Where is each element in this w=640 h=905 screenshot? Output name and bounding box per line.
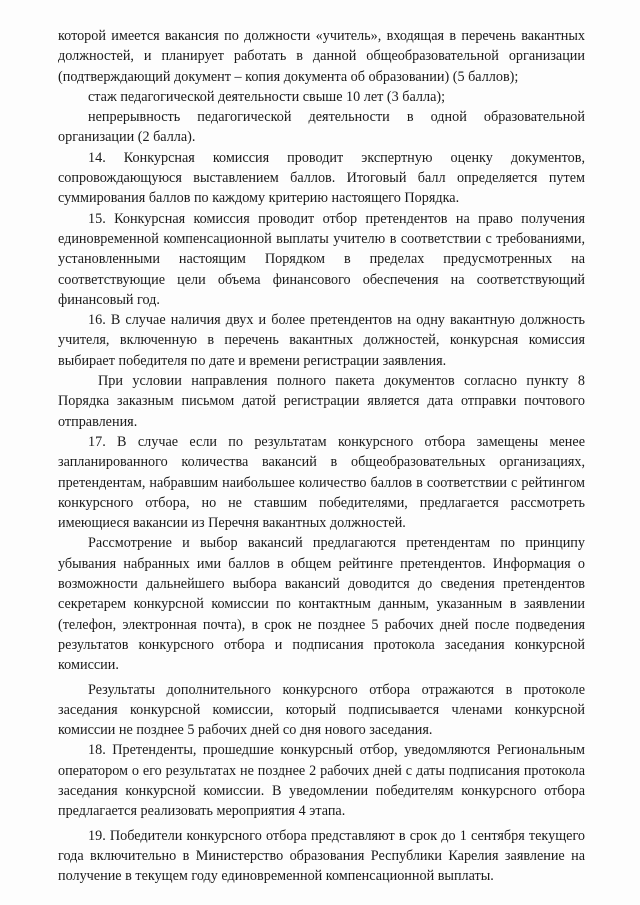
paragraph-criteria-experience: стаж педагогической деятельности свыше 10 лет (3 балла); — [88, 88, 446, 105]
paragraph-additional-results: Результаты дополнительного конкурсного отбора отражаются в протоколе заседания конкурсной комиссии, который подписывается членами конкурсной комиссии не позднее 5 рабочих дней со дня нового заседания. — [58, 681, 585, 739]
paragraph-clause-18: 18. Претенденты, прошедшие конкурсный отбор, уведомляются Региональным оператором о его результатах не позднее 2 рабочих дней с даты подписания протокола заседания конкурсной комиссии. В уведомлении победителям конкурсного отбора предлагается реализовать мероприятия 4 этапа. — [58, 742, 585, 820]
paragraph-vacancy-selection: Рассмотрение и выбор вакансий предлагаются претендентам по принципу убывания набранных ими баллов в общем рейтинге претендентов. Информация о возможности дальнейшего выбора вакансий доводится до сведения претендентов секретарем конкурсной комиссии по контактным данным, указанным в заявлении (телефон, электронная почта), в срок не позднее 5 рабочих дней после подведения результатов конкурсного отбора и подписания протокола заседания конкурсной комиссии. — [58, 535, 585, 674]
paragraph-clause-14: 14. Конкурсная комиссия проводит экспертную оценку документов, сопровождающуюся выставлением баллов. Итоговый балл определяется путем суммирования баллов по каждому критерию настоящего Порядка. — [58, 149, 585, 207]
paragraph-clause-19: 19. Победители конкурсного отбора представляют в срок до 1 сентября текущего года включительно в Министерство образования Республики Карелия заявление на получение в текущем году единовременной компенсационной выплаты. — [58, 827, 585, 885]
paragraph-clause-17: 17. В случае если по результатам конкурсного отбора замещены менее запланированного количества вакансий в общеобразовательных организациях, претендентам, набравшим наибольшее количество баллов в соответствии с рейтингом конкурсного отбора, но не ставшим победителями, предлагается рассмотреть имеющиеся вакансии из Перечня вакантных должностей. — [58, 433, 585, 532]
document-body — [58, 26, 585, 886]
paragraph-postal-registration: При условии направления полного пакета документов согласно пункту 8 Порядка заказным письмом датой регистрации является дата отправки почтового отправления. — [58, 373, 585, 430]
paragraph-clause-16: 16. В случае наличия двух и более претендентов на одну вакантную должность учителя, включенную в перечень вакантных должностей, конкурсная комиссия выбирает победителя по дате и времени регистрации заявления. — [58, 312, 585, 369]
paragraph-criteria-continuity: непрерывность педагогической деятельности в одной образовательной организации (2 балла). — [58, 109, 585, 146]
paragraph-criteria-continuation: которой имеется вакансия по должности «учитель», входящая в перечень вакантных должностей, и планирует работать в данной общеобразовательной организации (подтверждающий документ – копия документа об образовании) (5 баллов); — [58, 28, 585, 85]
paragraph-clause-15: 15. Конкурсная комиссия проводит отбор претендентов на право получения единовременной компенсационной выплаты учителю в соответствии с требованиями, установленными настоящим Порядком в пределах предусмотренных на соответствующие цели объема финансового обеспечения на соответствующий финансовый год. — [58, 210, 585, 308]
